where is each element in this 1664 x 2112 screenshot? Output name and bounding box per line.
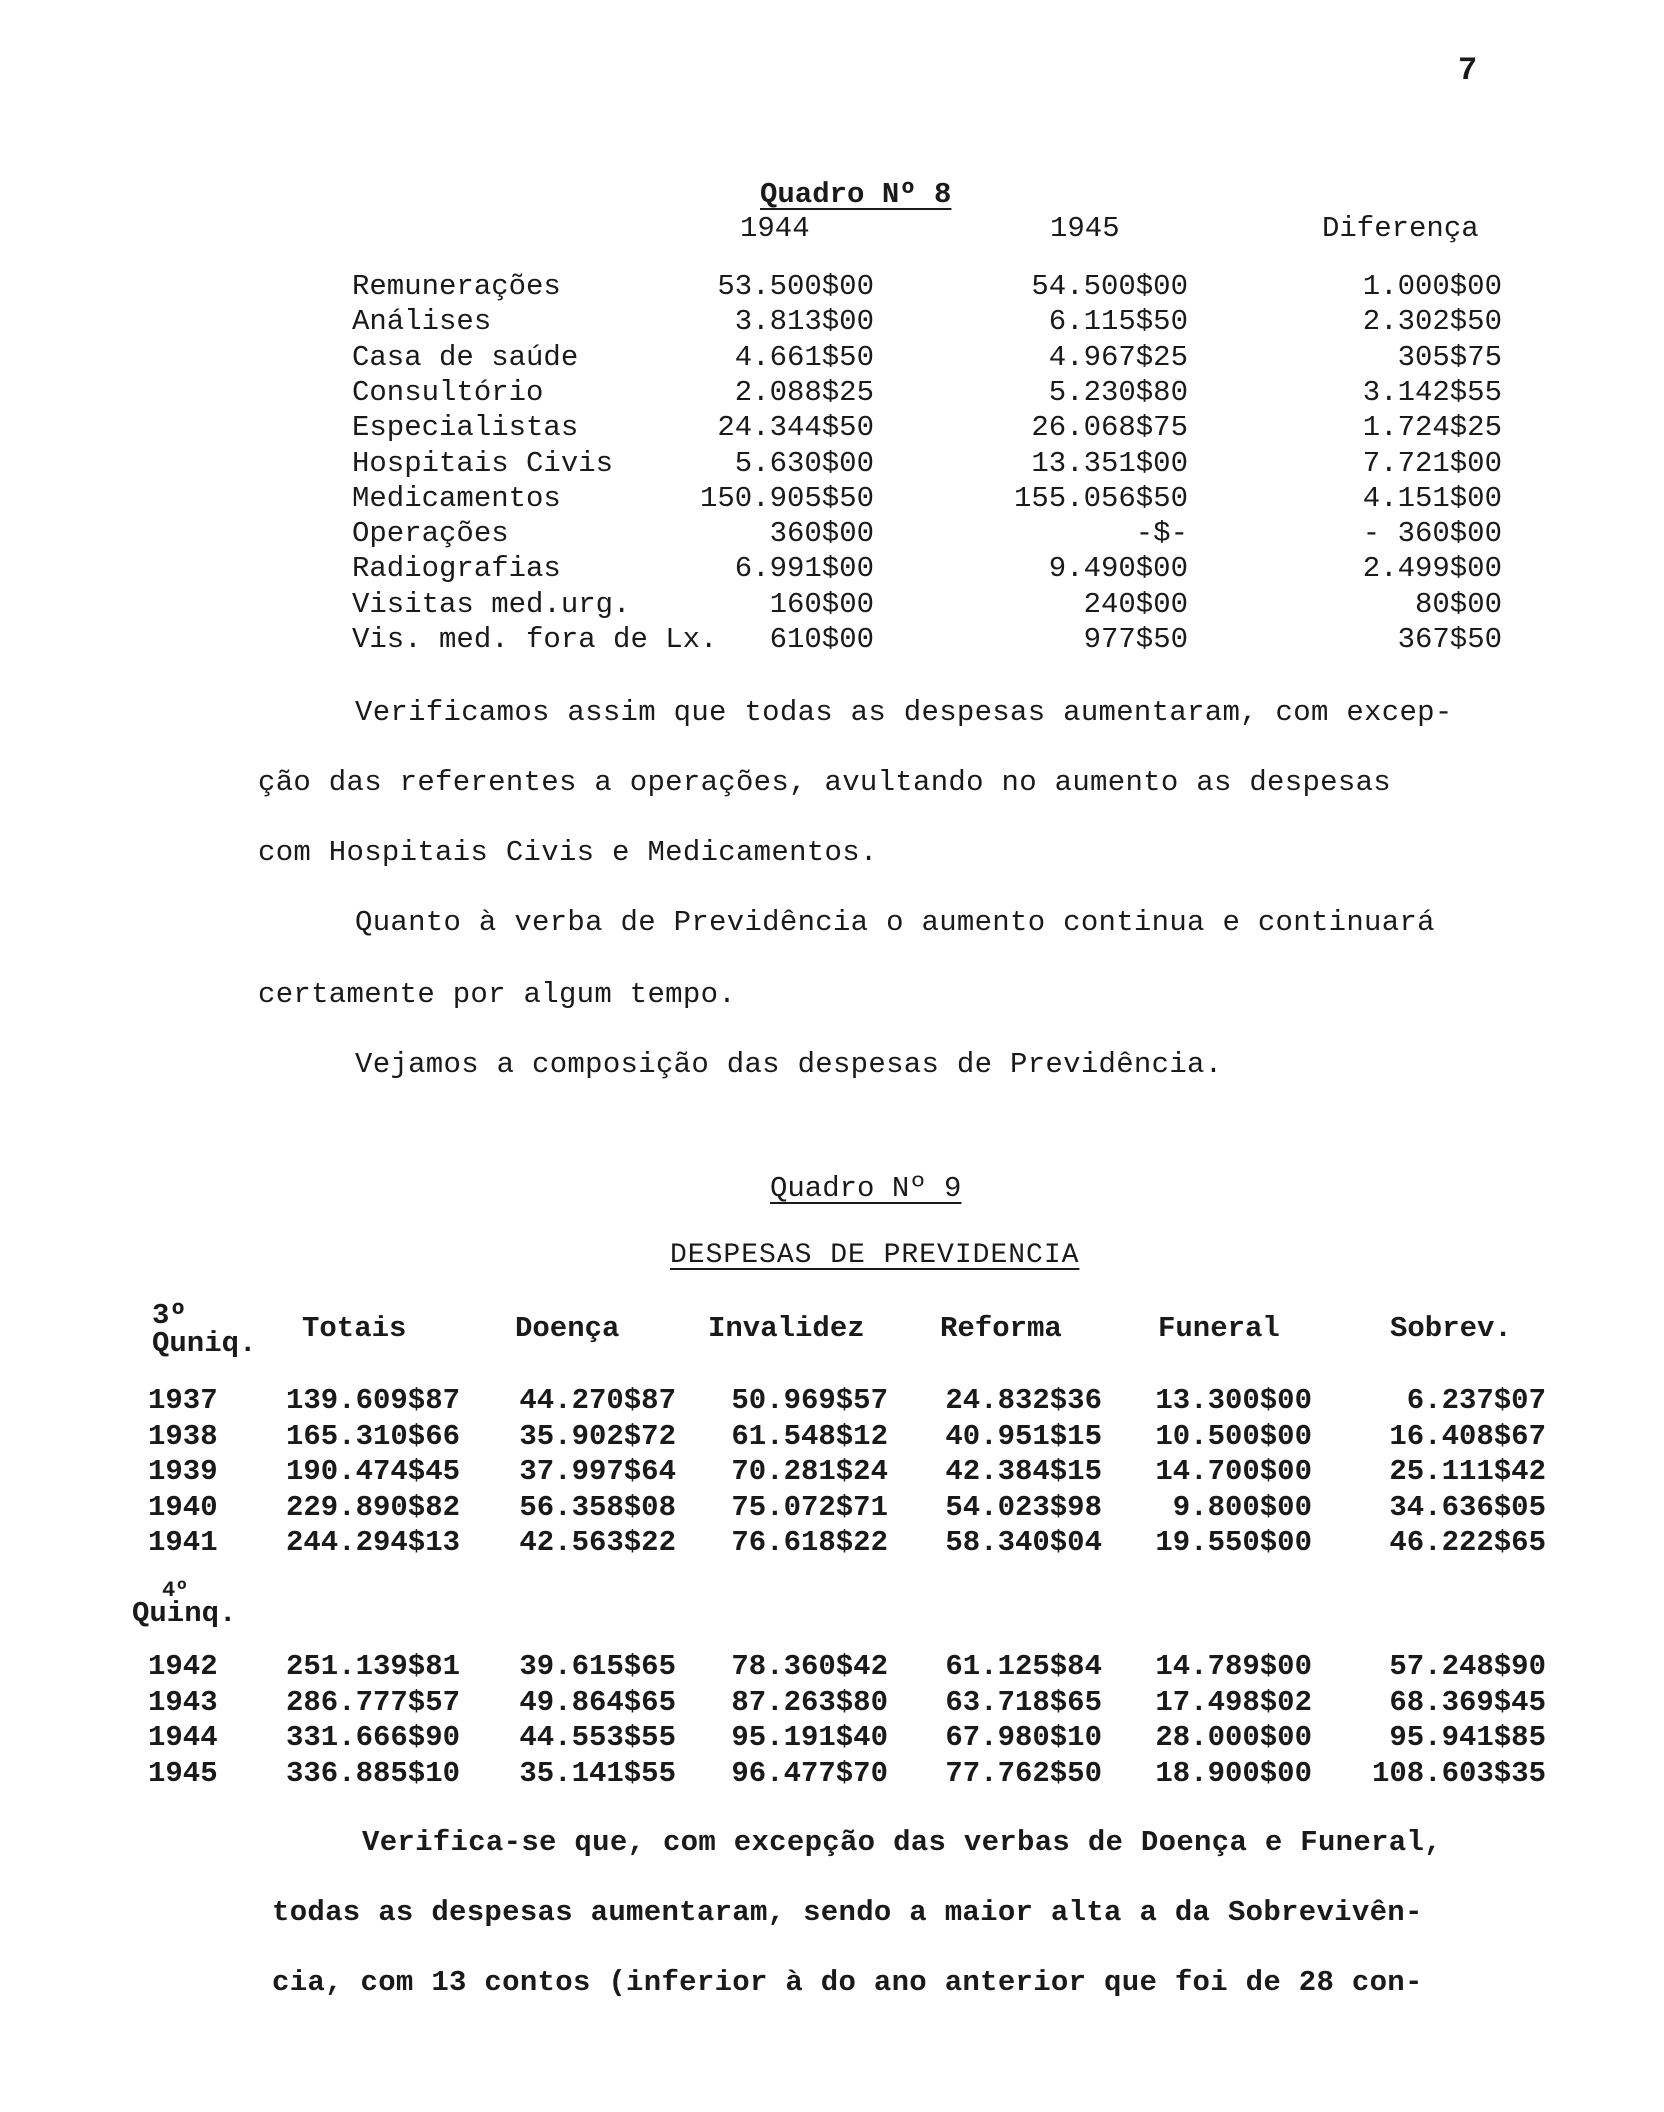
value-1945: 6.115$50 [1048, 305, 1188, 339]
year-cell: 1944 [148, 1721, 218, 1754]
value-1944: 53.500$00 [717, 270, 874, 303]
value-diferenca: 3.142$55 [1362, 375, 1502, 409]
funeral-cell: 14.700$00 [1155, 1455, 1312, 1488]
value-diferenca: 367$50 [1397, 623, 1502, 656]
value-1945: 155.056$50 [1013, 481, 1188, 515]
doenca-cell: 49.864$65 [519, 1685, 676, 1719]
expense-label: Operações [352, 517, 509, 551]
quadro9-header-invalidez: Invalidez [708, 1312, 865, 1345]
value-diferenca: 1.000$00 [1362, 270, 1502, 303]
sobrev-cell: 34.636$05 [1389, 1490, 1546, 1524]
expense-label: Hospitais Civis [352, 446, 614, 480]
value-1945: 5.230$80 [1048, 375, 1188, 409]
funeral-cell: 19.550$00 [1155, 1526, 1312, 1559]
year-cell: 1943 [148, 1685, 218, 1719]
quadro9-header-doenca: Doença [515, 1312, 620, 1345]
funeral-cell: 14.789$00 [1155, 1650, 1312, 1683]
page-number: 7 [1458, 52, 1478, 89]
year-cell: 1938 [148, 1419, 218, 1453]
reforma-cell: 77.762$50 [945, 1756, 1102, 1790]
value-1945: 4.967$25 [1048, 340, 1188, 374]
paragraph-line: todas as despesas aumentaram, sendo a maior alta a da Sobrevivên- [272, 1896, 1423, 1929]
reforma-cell: 58.340$04 [945, 1526, 1102, 1559]
quadro9-row [0, 1757, 1600, 1793]
value-1945: 13.351$00 [1031, 446, 1188, 480]
doenca-cell: 37.997$64 [519, 1455, 676, 1488]
sobrev-cell: 25.111$42 [1389, 1455, 1546, 1488]
quadro9-title: Quadro Nº 9 [770, 1172, 962, 1205]
expense-label: Vis. med. fora de Lx. [352, 623, 718, 656]
quadro8-row [352, 376, 1502, 412]
value-diferenca: 305$75 [1397, 340, 1502, 374]
quadro8-row [352, 411, 1502, 447]
quadro8-row [352, 447, 1502, 483]
value-diferenca: 80$00 [1414, 587, 1502, 621]
value-1945: -$- [1135, 517, 1188, 551]
year-cell: 1937 [148, 1384, 218, 1417]
reforma-cell: 40.951$15 [945, 1419, 1102, 1453]
quadro8-header-1944: 1944 [740, 212, 810, 245]
sobrev-cell: 68.369$45 [1389, 1685, 1546, 1719]
quadro8-header-1945: 1945 [1050, 212, 1120, 245]
expense-label: Visitas med.urg. [352, 587, 631, 621]
value-1944: 3.813$00 [734, 305, 874, 339]
invalidez-cell: 87.263$80 [731, 1685, 888, 1719]
expense-label: Especialistas [352, 411, 579, 445]
totais-cell: 139.609$87 [285, 1384, 460, 1417]
doenca-cell: 44.270$87 [519, 1384, 676, 1417]
expense-label: Radiografias [352, 552, 561, 586]
value-diferenca: 1.724$25 [1362, 411, 1502, 445]
quinquennium-word: Quniq. [152, 1327, 257, 1360]
value-1944: 610$00 [769, 623, 874, 656]
funeral-cell: 13.300$00 [1155, 1384, 1312, 1417]
quadro8-header-diferenca: Diferença [1322, 212, 1479, 245]
quadro9-header-totais: Totais [302, 1312, 407, 1345]
funeral-cell: 9.800$00 [1172, 1490, 1312, 1524]
reforma-cell: 54.023$98 [945, 1490, 1102, 1524]
quadro9-row [0, 1491, 1600, 1527]
value-diferenca: - 360$00 [1362, 517, 1502, 551]
sobrev-cell: 95.941$85 [1389, 1721, 1546, 1754]
quadro8-row [352, 552, 1502, 588]
doenca-cell: 35.141$55 [519, 1756, 676, 1790]
value-1945: 26.068$75 [1031, 411, 1188, 445]
value-1945: 9.490$00 [1048, 552, 1188, 586]
doenca-cell: 44.553$55 [519, 1721, 676, 1754]
value-1944: 160$00 [769, 587, 874, 621]
quadro8-row [352, 341, 1502, 377]
value-diferenca: 2.499$00 [1362, 552, 1502, 586]
quinquennium-label-4 [132, 1578, 237, 1630]
value-1944: 150.905$50 [699, 481, 874, 515]
quinquennium-number: 4º [162, 1578, 189, 1603]
value-1945: 54.500$00 [1031, 270, 1188, 303]
year-cell: 1939 [148, 1455, 218, 1488]
quadro9-row [0, 1384, 1600, 1420]
doenca-cell: 56.358$08 [519, 1490, 676, 1524]
value-1944: 5.630$00 [734, 446, 874, 480]
funeral-cell: 10.500$00 [1155, 1419, 1312, 1453]
reforma-cell: 63.718$65 [945, 1685, 1102, 1719]
doenca-cell: 42.563$22 [519, 1526, 676, 1559]
sobrev-cell: 57.248$90 [1389, 1650, 1546, 1683]
expense-label: Remunerações [352, 270, 561, 303]
quadro8-row [352, 623, 1502, 659]
quadro9-header-sobrev: Sobrev. [1390, 1312, 1512, 1345]
reforma-cell: 24.832$36 [945, 1384, 1102, 1417]
quadro9-row [0, 1650, 1600, 1686]
invalidez-cell: 96.477$70 [731, 1756, 888, 1790]
paragraph-line: com Hospitais Civis e Medicamentos. [258, 836, 878, 869]
invalidez-cell: 61.548$12 [731, 1419, 888, 1453]
value-diferenca: 2.302$50 [1362, 305, 1502, 339]
quadro8-row [352, 305, 1502, 341]
sobrev-cell: 108.603$35 [1371, 1756, 1546, 1790]
totais-cell: 286.777$57 [285, 1685, 460, 1719]
quadro9-row [0, 1526, 1600, 1562]
totais-cell: 190.474$45 [285, 1455, 460, 1488]
paragraph-line: Verifica-se que, com excepção das verbas de Doença e Funeral, [362, 1826, 1442, 1859]
quadro9-row [0, 1686, 1600, 1722]
quadro8-row [352, 482, 1502, 518]
sobrev-cell: 6.237$07 [1406, 1384, 1546, 1417]
reforma-cell: 42.384$15 [945, 1455, 1102, 1488]
invalidez-cell: 95.191$40 [731, 1721, 888, 1754]
year-cell: 1942 [148, 1650, 218, 1683]
totais-cell: 331.666$90 [285, 1721, 460, 1754]
quadro9-header-funeral: Funeral [1158, 1312, 1280, 1345]
paragraph-line: Quanto à verba de Previdência o aumento continua e continuará [355, 906, 1435, 939]
value-1945: 240$00 [1083, 587, 1188, 621]
paragraph-line: certamente por algum tempo. [258, 978, 736, 1011]
totais-cell: 244.294$13 [285, 1526, 460, 1559]
paragraph-line: Vejamos a composição das despesas de Previdência. [355, 1048, 1223, 1081]
quadro9-row [0, 1721, 1600, 1757]
sobrev-cell: 46.222$65 [1389, 1526, 1546, 1559]
totais-cell: 251.139$81 [285, 1650, 460, 1683]
reforma-cell: 61.125$84 [945, 1650, 1102, 1683]
value-1944: 2.088$25 [734, 375, 874, 409]
quadro8-row [352, 588, 1502, 624]
expense-label: Análises [352, 305, 492, 339]
value-1944: 24.344$50 [717, 411, 874, 445]
funeral-cell: 28.000$00 [1155, 1721, 1312, 1754]
paragraph-line: ção das referentes a operações, avultando no aumento as despesas [258, 766, 1391, 799]
quadro9-header-reforma: Reforma [940, 1312, 1062, 1345]
quadro8-row [352, 517, 1502, 553]
totais-cell: 336.885$10 [285, 1756, 460, 1790]
value-1944: 360$00 [769, 517, 874, 551]
quinquennium-label-3 [152, 1299, 257, 1360]
reforma-cell: 67.980$10 [945, 1721, 1102, 1754]
quadro9-row [0, 1455, 1600, 1491]
expense-label: Casa de saúde [352, 340, 579, 374]
totais-cell: 165.310$66 [285, 1419, 460, 1453]
sobrev-cell: 16.408$67 [1389, 1419, 1546, 1453]
invalidez-cell: 70.281$24 [731, 1455, 888, 1488]
funeral-cell: 17.498$02 [1155, 1685, 1312, 1719]
invalidez-cell: 75.072$71 [731, 1490, 888, 1524]
invalidez-cell: 78.360$42 [731, 1650, 888, 1683]
expense-label: Consultório [352, 375, 544, 409]
doenca-cell: 35.902$72 [519, 1419, 676, 1453]
paragraph-line: cia, com 13 contos (inferior à do ano anterior que foi de 28 con- [272, 1966, 1423, 1999]
year-cell: 1941 [148, 1526, 218, 1559]
value-1944: 6.991$00 [734, 552, 874, 586]
value-1944: 4.661$50 [734, 340, 874, 374]
invalidez-cell: 50.969$57 [731, 1384, 888, 1417]
quadro9-row [0, 1420, 1600, 1456]
quadro8-row [352, 270, 1502, 306]
value-diferenca: 7.721$00 [1362, 446, 1502, 480]
quinquennium-number: 3º [152, 1299, 187, 1332]
quadro8-title: Quadro Nº 8 [760, 178, 952, 211]
value-diferenca: 4.151$00 [1362, 481, 1502, 515]
quadro9-subtitle: DESPESAS DE PREVIDENCIA [670, 1240, 1080, 1271]
year-cell: 1945 [148, 1756, 218, 1790]
funeral-cell: 18.900$00 [1155, 1756, 1312, 1790]
quinquennium-word: Quinq. [132, 1597, 237, 1630]
totais-cell: 229.890$82 [285, 1490, 460, 1524]
value-1945: 977$50 [1083, 623, 1188, 656]
invalidez-cell: 76.618$22 [731, 1526, 888, 1559]
year-cell: 1940 [148, 1490, 218, 1524]
expense-label: Medicamentos [352, 481, 561, 515]
paragraph-line: Verificamos assim que todas as despesas aumentaram, com excep- [355, 696, 1453, 729]
doenca-cell: 39.615$65 [519, 1650, 676, 1683]
